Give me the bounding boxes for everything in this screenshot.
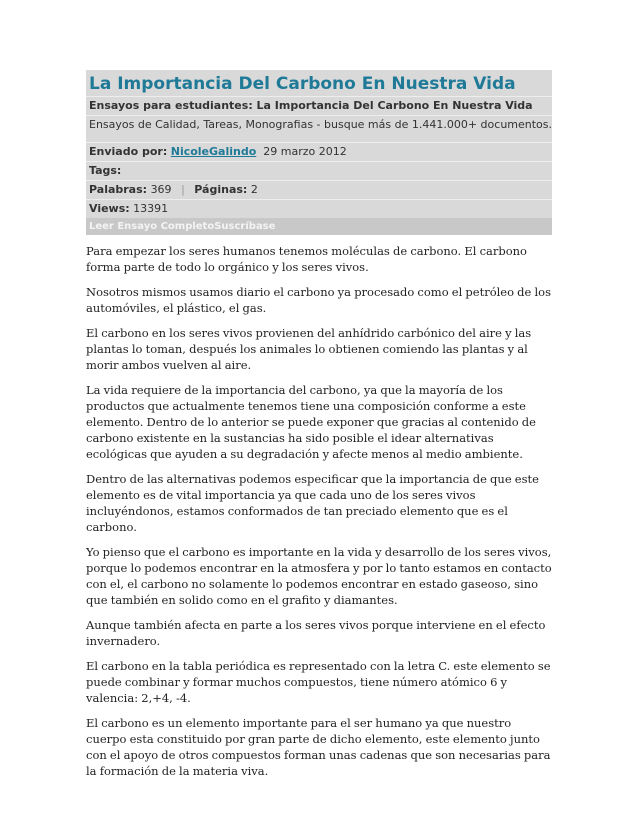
words-count: 369 [150, 183, 172, 196]
page-title: La Importancia Del Carbono En Nuestra Vida [86, 70, 552, 96]
subtitle [86, 96, 552, 115]
words-label: Palabras: [89, 183, 148, 196]
tags-label: Tags: [89, 164, 122, 177]
views-label: Views: [89, 202, 130, 215]
stats-separator: | [181, 183, 185, 196]
paragraph: El carbono es un elemento importante para el ser humano ya que nuestro cuerpo esta constituido por gran parte de dicho elemento, este elemento junto con el apoyo de otros compuestos forman unas cadenas que son necesarias para la formación de la materia viva. [86, 716, 551, 778]
essay-header [86, 70, 552, 235]
subtitle-text: Ensayos para estudiantes: La Importancia Del Carbono En Nuestra Vida [89, 99, 533, 112]
posted-by-row [86, 142, 552, 161]
paragraph: Dentro de las alternativas podemos especificar que la importancia de que este elemento es de vital importancia ya que cada uno de los seres vivos incluyéndonos, estamos conformados de tan preciado elemento que es el carbono. [86, 472, 539, 534]
paragraph: El carbono en la tabla periódica es representado con la letra C. este elemento se puede combinar y formar muchos compuestos, tiene número atómico 6 y valencia: 2,+4, -4. [86, 659, 551, 705]
subscribe-link[interactable]: Suscríbase [214, 221, 276, 232]
header-gap [86, 134, 552, 142]
paragraph: Aunque también afecta en parte a los seres vivos porque interviene en el efecto invernadero. [86, 618, 546, 648]
views-count: 13391 [133, 202, 169, 215]
read-full-link[interactable]: Leer Ensayo Completo [89, 221, 215, 232]
paragraph: Yo pienso que el carbono es importante en la vida y desarrollo de los seres vivos, porque lo podemos encontrar en la atmosfera y por lo tanto estamos en contacto con el, el carbono no solamente lo podemos encontrar en estado gaseoso, sino que también en solido como en el grafito y diamantes. [86, 545, 552, 607]
tags-row [86, 161, 552, 180]
views-row [86, 199, 552, 218]
author-link[interactable]: NicoleGalindo [170, 145, 257, 158]
tagline: Ensayos de Calidad, Tareas, Monografias - busque más de 1.441.000+ documentos. [86, 115, 552, 134]
paragraph: La vida requiere de la importancia del carbono, ya que la mayoría de los productos que actualmente tenemos tiene una composición conforme a este elemento. Dentro de lo anterior se puede exponer que gracias al contenido de carbono existente en la sustancias ha sido posible el idear alternativas ecológicas que ayuden a su degradación y afecte menos al medio ambiente. [86, 383, 536, 461]
actions-row [86, 218, 552, 235]
paragraph: El carbono en los seres vivos provienen del anhídrido carbónico del aire y las plantas lo toman, después los animales lo obtienen comiendo las plantas y al morir ambos vuelven al aire. [86, 326, 532, 372]
paragraph: Para empezar los seres humanos tenemos moléculas de carbono. El carbono forma parte de todo lo orgánico y los seres vivos. [86, 244, 527, 274]
stats-row [86, 180, 552, 199]
posted-label: Enviado por: [89, 145, 168, 158]
document-page [86, 70, 552, 788]
paragraph: Nosotros mismos usamos diario el carbono ya procesado como el petróleo de los automóviles, el plástico, el gas. [86, 285, 552, 315]
pages-count: 2 [250, 183, 258, 196]
pages-label: Páginas: [194, 183, 248, 196]
essay-body [86, 243, 552, 779]
post-date: 29 marzo 2012 [263, 145, 347, 158]
